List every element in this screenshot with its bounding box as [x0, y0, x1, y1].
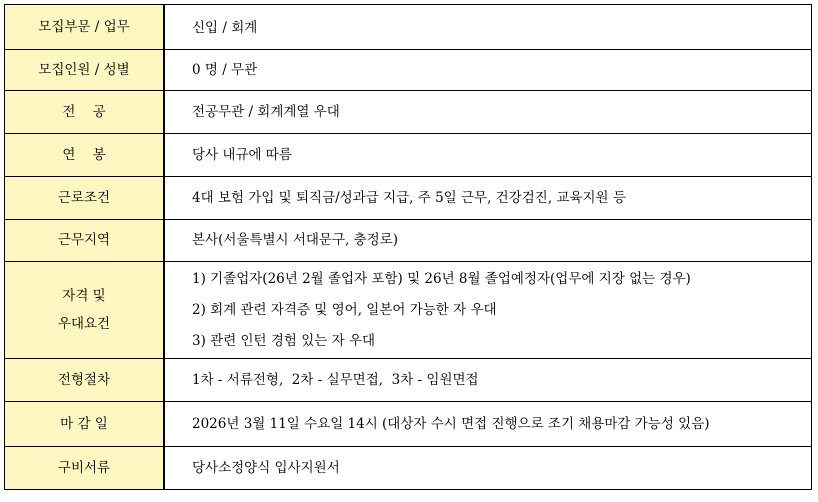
table-row: [5, 447, 812, 490]
row-label-division: 모집부문 / 업무: [5, 5, 165, 50]
row-value-division: 신입 / 회계: [164, 5, 812, 50]
qualification-item-3: 3) 관련 인턴 경험 있는 자 우대: [192, 332, 376, 349]
row-label-location: 근무지역: [5, 220, 165, 262]
row-value-conditions: 4대 보험 가입 및 퇴직금/성과급 지급, 주 5일 근무, 건강검진, 교육지원 등: [164, 177, 812, 220]
row-value-major: 전공무관 / 회계계열 우대: [164, 91, 812, 134]
row-value-process: [164, 359, 812, 402]
table-row: [5, 359, 812, 402]
row-label-qualifications: [5, 262, 165, 359]
table-row: [5, 91, 812, 134]
table-row: [5, 134, 812, 177]
table-row: [5, 402, 812, 447]
process-value-text: 1차 - 서류전형, 2차 - 실무면접, 3차 - 임원면접: [192, 371, 479, 388]
row-label-conditions: 근로조건: [5, 177, 165, 220]
qualification-item-1: 1) 기졸업자(26년 2월 졸업자 포함) 및 26년 8월 졸업예정자(업무에 지장 없는 경우): [192, 270, 691, 287]
table-row: [5, 262, 812, 359]
row-label-major: [5, 91, 165, 134]
row-label-headcount: 모집인원 / 성별: [5, 50, 165, 91]
row-value-location: 본사(서울특별시 서대문구, 충정로): [164, 220, 812, 262]
row-label-salary: [5, 134, 165, 177]
row-value-documents: 당사소정양식 입사지원서: [164, 447, 812, 490]
table-row: [5, 5, 812, 50]
row-value-salary: 당사 내규에 따름: [164, 134, 812, 177]
row-value-deadline: 2026년 3월 11일 수요일 14시 (대상자 수시 면접 진행으로 조기 채용마감 가능성 있음): [164, 402, 812, 447]
row-value-qualifications: [164, 262, 812, 359]
recruitment-table: [4, 4, 812, 490]
row-value-headcount: 0 명 / 무관: [164, 50, 812, 91]
qualifications-label-line-1: 자격 및: [62, 288, 106, 304]
table-row: [5, 220, 812, 262]
row-label-deadline: 마 감 일: [5, 402, 165, 447]
qualifications-label-line-2: 우대요건: [57, 316, 111, 332]
row-label-process: 전형절차: [5, 359, 165, 402]
row-label-documents: 구비서류: [5, 447, 165, 490]
table-row: [5, 177, 812, 220]
salary-label-text: 연 봉: [62, 146, 106, 163]
table-row: [5, 50, 812, 91]
major-label-text: 전 공: [62, 103, 106, 120]
qualification-item-2: 2) 회계 관련 자격증 및 영어, 일본어 가능한 자 우대: [192, 301, 497, 318]
